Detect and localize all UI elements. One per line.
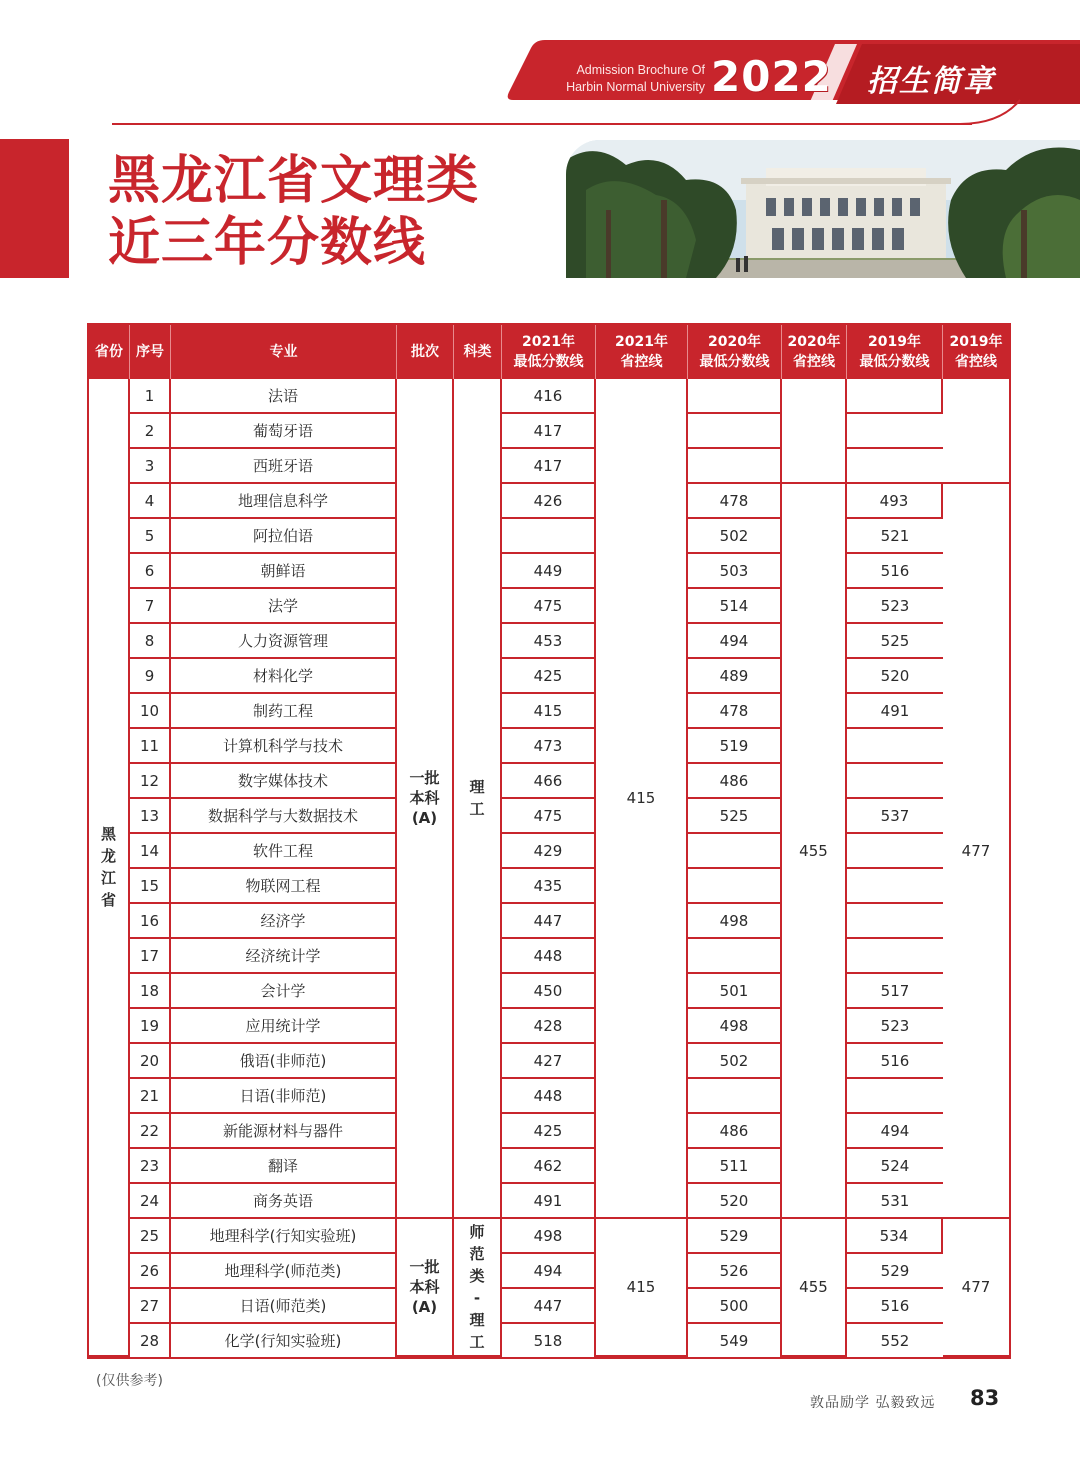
cell-2021-min: 417 [502,449,596,484]
cell-2020-min: 478 [688,694,782,729]
cell-seq: 4 [130,484,171,519]
header-2021-min [502,325,596,379]
cell-2020-min [688,379,782,414]
table-row [89,1219,1009,1254]
cell-seq: 23 [130,1149,171,1184]
cell-major: 西班牙语 [171,449,397,484]
cell-2019-min: 521 [847,519,943,554]
cell-2019-min: 552 [880,1331,910,1350]
cell-2020-min: 489 [688,659,782,694]
cell-2021-min [502,519,596,554]
cell-2021-min: 518 [502,1324,596,1357]
page-title-line2: 近三年分数线 [108,213,427,273]
cell-2021-min: 435 [502,869,596,904]
cell-2020-min: 498 [688,1009,782,1044]
cell-2020-min: 525 [688,799,782,834]
cell-2020-min: 526 [688,1254,782,1289]
cell-batch [397,1219,454,1357]
campus-building-illustration [566,140,1080,278]
cell-2021-min: 427 [502,1044,596,1079]
cell-2021-min: 475 [502,589,596,624]
table-row [89,799,1009,834]
cell-2019-min: 529 [847,1254,943,1289]
cell-seq: 21 [130,1079,171,1114]
cell-2021-min: 447 [502,1289,596,1324]
header-2020-min-label: 最低分数线 [699,354,770,370]
cell-2020-min: 503 [688,554,782,589]
cell-2020-min: 514 [688,589,782,624]
cell-seq: 10 [130,694,171,729]
title-accent-block [0,139,69,278]
cell-2020-min: 529 [688,1219,782,1254]
cell-2020-min [688,869,782,904]
cell-2021-min: 447 [502,904,596,939]
cell-2020-min [688,834,782,869]
cell-2020-min: 478 [688,484,782,519]
cell-2019-min [847,729,943,764]
cell-2020-min: 494 [688,624,782,659]
cell-2020-min [688,1079,782,1114]
cell-major: 化学(行知实验班) [171,1324,397,1357]
table-row [89,624,1009,659]
cell-major: 日语(非师范) [171,1079,397,1114]
header-2020-ctrl [782,325,847,379]
cell-2019-min: 534 [847,1219,943,1254]
cell-2019-ctrl: 477 [943,1219,1009,1357]
header-2020-min-year: 2020年 [708,334,761,350]
brochure-chinese-title: 招生简章 [867,64,995,99]
cell-2019-min [847,379,943,414]
cell-major: 翻译 [171,1149,397,1184]
cell-2020-min: 520 [688,1184,782,1219]
header-rule-curve [960,96,1040,128]
cell-2019-min: 523 [847,1009,943,1044]
cell-2019-min [847,834,943,869]
cell-major: 材料化学 [171,659,397,694]
cell-2021-min: 449 [502,554,596,589]
cell-2021-min: 415 [502,694,596,729]
cell-2019-min [847,904,943,939]
cell-batch [397,379,454,1219]
cell-2021-min: 448 [502,1079,596,1114]
cell-seq: 2 [130,414,171,449]
cell-2021-min: 466 [502,764,596,799]
table-row [89,904,1009,939]
cell-major: 经济统计学 [171,939,397,974]
cell-2020-min [688,414,782,449]
header-2019-min-year: 2019年 [868,334,921,350]
header-2019-min [847,325,943,379]
table-row [89,519,1009,554]
cell-2019-min [847,939,943,974]
cell-2019-min: 523 [847,589,943,624]
header-2020-min [688,325,782,379]
cell-2021-min: 450 [502,974,596,1009]
header-2019-ctrl-year: 2019年 [949,334,1003,350]
header-2021-ctrl-year: 2021年 [615,334,668,350]
batch-line3: (A) [411,1298,438,1316]
cell-seq: 16 [130,904,171,939]
cell-2019-min [847,869,943,904]
header-2020-ctrl-label: 省控线 [793,354,835,370]
cell-2021-min: 429 [502,834,596,869]
cell-major: 朝鲜语 [171,554,397,589]
cell-major: 经济学 [171,904,397,939]
cell-2021-ctrl: 415 [596,379,688,1219]
header-2019-min-label: 最低分数线 [859,354,930,370]
cell-major: 法语 [171,379,397,414]
table-row [89,1114,1009,1149]
cell-major: 商务英语 [171,1184,397,1219]
cell-major: 会计学 [171,974,397,1009]
cell-seq: 6 [130,554,171,589]
campus-photo [566,140,1080,278]
cell-2021-min: 494 [502,1254,596,1289]
batch-line2: 本科 [409,1278,440,1296]
cell-2021-min: 426 [502,484,596,519]
cell-major: 数字媒体技术 [171,764,397,799]
table-header-row [89,325,1009,379]
cell-major: 制药工程 [171,694,397,729]
page-title [108,150,479,274]
cell-seq: 26 [130,1254,171,1289]
cell-seq: 7 [130,589,171,624]
score-table [87,323,1011,1359]
cell-seq: 3 [130,449,171,484]
cell-2019-min [847,449,943,484]
brochure-english-title [535,62,705,96]
cell-2020-min: 519 [688,729,782,764]
brochure-en-line1: Admission Brochure Of [576,63,705,77]
cell-seq: 19 [130,1009,171,1044]
header-2021-min-year: 2021年 [522,334,575,350]
cell-category: 师 范 类 - 理 工 [454,1219,502,1357]
batch-line1: 一批 [409,769,440,787]
cell-2021-min: 498 [502,1219,596,1254]
cell-major: 地理科学(师范类) [171,1254,397,1289]
cell-seq: 8 [130,624,171,659]
cell-seq: 28 [130,1324,171,1357]
header-category: 科类 [454,325,502,379]
cell-2019-min: 494 [847,1114,943,1149]
table-row [89,379,1009,414]
cell-2019-min: 516 [847,1289,943,1324]
header-2020-ctrl-year: 2020年 [787,334,841,350]
cell-2019-min: 491 [847,694,943,729]
cell-major: 葡萄牙语 [171,414,397,449]
score-table-body [89,379,1009,1357]
cell-2021-min: 453 [502,624,596,659]
brochure-en-line2: Harbin Normal University [566,80,705,94]
cell-seq: 18 [130,974,171,1009]
cell-2019-min [847,1079,943,1114]
page-title-line1: 黑龙江省文理类 [108,151,480,211]
reference-note: (仅供参考) [96,1373,163,1389]
cell-2021-min: 425 [502,659,596,694]
table-row [89,729,1009,764]
cell-seq: 12 [130,764,171,799]
cell-2020-ctrl-empty [782,379,847,484]
cell-2019-min: 524 [847,1149,943,1184]
cell-2021-min: 448 [502,939,596,974]
cell-2019-min [847,764,943,799]
header-rule [112,123,972,125]
batch-line2: 本科 [409,789,440,807]
cell-major: 物联网工程 [171,869,397,904]
cell-2019-min: 525 [847,624,943,659]
cell-2020-min: 549 [688,1324,782,1357]
table-row [89,1289,1009,1324]
cell-major: 软件工程 [171,834,397,869]
header-batch: 批次 [397,325,454,379]
cell-2019-min: 520 [847,659,943,694]
cell-2021-min: 473 [502,729,596,764]
cell-2019-min: 516 [847,1044,943,1079]
cell-major: 计算机科学与技术 [171,729,397,764]
table-row [89,1254,1009,1289]
header-major: 专业 [171,325,397,379]
cell-seq: 25 [130,1219,171,1254]
cell-2021-min: 462 [502,1149,596,1184]
cell-2020-min [688,449,782,484]
cell-seq: 1 [130,379,171,414]
cell-seq: 5 [130,519,171,554]
cell-seq: 17 [130,939,171,974]
cell-major: 地理科学(行知实验班) [171,1219,397,1254]
cell-2019-min: 517 [847,974,943,1009]
university-motto: 敦品励学 弘毅致远 [810,1395,936,1411]
cell-major: 数据科学与大数据技术 [171,799,397,834]
cell-major: 新能源材料与器件 [171,1114,397,1149]
table-row [89,869,1009,904]
table-row [89,1009,1009,1044]
cell-seq: 11 [130,729,171,764]
table-row [89,589,1009,624]
table-row [89,1184,1009,1219]
cell-2020-min: 500 [688,1289,782,1324]
table-row [89,974,1009,1009]
table-row [89,694,1009,729]
table-row [89,484,1009,519]
cell-2020-min [688,939,782,974]
cell-seq: 14 [130,834,171,869]
cell-major: 地理信息科学 [171,484,397,519]
cell-2020-min: 502 [688,519,782,554]
cell-2019-min: 493 [847,484,943,519]
cell-2020-min: 502 [688,1044,782,1079]
cell-2021-min: 416 [502,379,596,414]
cell-2019-min: 516 [847,554,943,589]
cell-2021-min: 475 [502,799,596,834]
table-row [89,1324,1009,1357]
cell-major: 应用统计学 [171,1009,397,1044]
table-row [89,834,1009,869]
cell-category: 理 工 [454,379,502,1219]
cell-2021-min: 417 [502,414,596,449]
header-2021-ctrl-label: 省控线 [620,354,663,370]
cell-seq: 15 [130,869,171,904]
cell-2021-min: 491 [502,1184,596,1219]
cell-seq: 27 [130,1289,171,1324]
cell-2019-min [847,414,943,449]
cell-seq: 13 [130,799,171,834]
table-row [89,764,1009,799]
cell-major: 日语(师范类) [171,1289,397,1324]
cell-2020-min: 511 [688,1149,782,1184]
header-2021-min-label: 最低分数线 [513,354,584,370]
table-row [89,414,1009,449]
cell-2021-ctrl: 415 [596,1219,688,1357]
cell-major: 人力资源管理 [171,624,397,659]
cell-2019-min: 531 [847,1184,943,1219]
cell-2020-min: 501 [688,974,782,1009]
cell-2020-min: 486 [688,764,782,799]
cell-2020-ctrl: 455 [782,1219,847,1357]
cell-major: 俄语(非师范) [171,1044,397,1079]
page-number: 83 [970,1386,1000,1410]
header-2021-ctrl [596,325,688,379]
header-2019-ctrl-label: 省控线 [955,354,997,370]
year-badge: 2022 [711,52,832,101]
cell-2020-ctrl: 455 [782,484,847,1219]
cell-seq: 22 [130,1114,171,1149]
cell-province: 黑 龙 江 省 [89,379,130,1357]
header-2019-ctrl [943,325,1009,379]
cell-major: 法学 [171,589,397,624]
table-row [89,1149,1009,1184]
batch-line1: 一批 [409,1258,440,1276]
cell-2019-min: 537 [847,799,943,834]
cell-seq: 9 [130,659,171,694]
cell-2019-ctrl-empty [943,379,1009,484]
table-row [89,939,1009,974]
cell-2021-min: 425 [502,1114,596,1149]
table-row [89,659,1009,694]
header-province: 省份 [89,325,130,379]
cell-2020-min: 486 [688,1114,782,1149]
table-row [89,449,1009,484]
table-row [89,554,1009,589]
header-seq: 序号 [130,325,171,379]
batch-line3: (A) [411,809,438,827]
table-row [89,1044,1009,1079]
table-row [89,1079,1009,1114]
cell-2019-ctrl: 477 [943,484,1009,1219]
cell-2020-min: 498 [688,904,782,939]
cell-seq: 20 [130,1044,171,1079]
cell-2021-min: 428 [502,1009,596,1044]
cell-seq: 24 [130,1184,171,1219]
cell-major: 阿拉伯语 [171,519,397,554]
